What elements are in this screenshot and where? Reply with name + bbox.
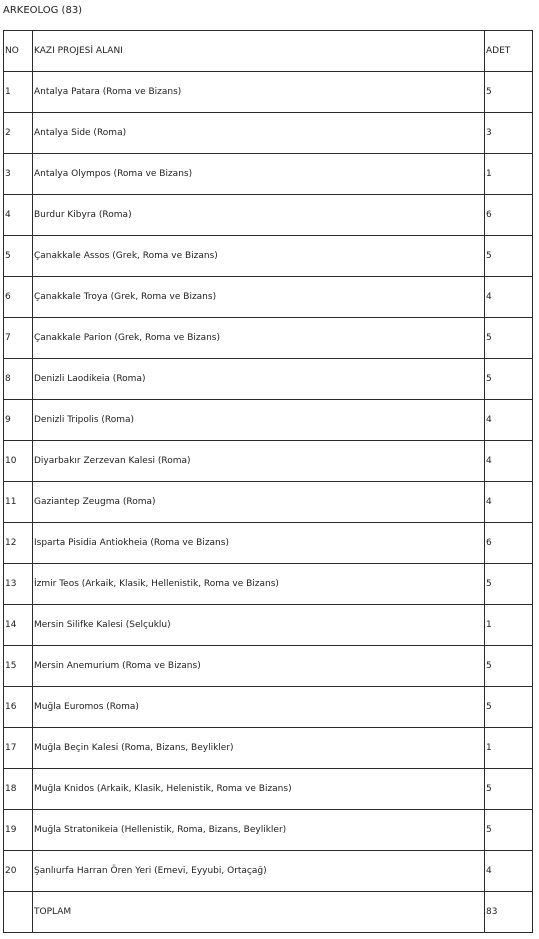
row-count: 5 bbox=[485, 769, 533, 810]
total-count: 83 bbox=[485, 892, 533, 933]
row-project-area: Mersin Anemurium (Roma ve Bizans) bbox=[33, 646, 485, 687]
table-row bbox=[4, 523, 533, 564]
excavation-table bbox=[3, 30, 533, 933]
row-count: 4 bbox=[485, 482, 533, 523]
total-row bbox=[4, 892, 533, 933]
row-count: 5 bbox=[485, 687, 533, 728]
table-row bbox=[4, 359, 533, 400]
row-number: 6 bbox=[4, 277, 33, 318]
table-row bbox=[4, 72, 533, 113]
header-no: NO bbox=[4, 31, 33, 72]
row-project-area: Muğla Stratonikeia (Hellenistik, Roma, Bizans, Beylikler) bbox=[33, 810, 485, 851]
row-project-area: Diyarbakır Zerzevan Kalesi (Roma) bbox=[33, 441, 485, 482]
row-number: 7 bbox=[4, 318, 33, 359]
row-count: 4 bbox=[485, 400, 533, 441]
table-row bbox=[4, 482, 533, 523]
table-row bbox=[4, 277, 533, 318]
row-number: 20 bbox=[4, 851, 33, 892]
row-project-area: Antalya Patara (Roma ve Bizans) bbox=[33, 72, 485, 113]
row-count: 4 bbox=[485, 441, 533, 482]
row-count: 5 bbox=[485, 646, 533, 687]
row-number: 17 bbox=[4, 728, 33, 769]
row-number: 11 bbox=[4, 482, 33, 523]
table-row bbox=[4, 728, 533, 769]
row-number: 8 bbox=[4, 359, 33, 400]
row-project-area: Isparta Pisidia Antiokheia (Roma ve Bizans) bbox=[33, 523, 485, 564]
row-count: 5 bbox=[485, 318, 533, 359]
row-number: 13 bbox=[4, 564, 33, 605]
table-row bbox=[4, 851, 533, 892]
table-row bbox=[4, 810, 533, 851]
row-project-area: Antalya Olympos (Roma ve Bizans) bbox=[33, 154, 485, 195]
row-number: 4 bbox=[4, 195, 33, 236]
row-count: 1 bbox=[485, 154, 533, 195]
table-row bbox=[4, 769, 533, 810]
row-number: 16 bbox=[4, 687, 33, 728]
table-row bbox=[4, 400, 533, 441]
table-row bbox=[4, 236, 533, 277]
table-row bbox=[4, 564, 533, 605]
row-number: 2 bbox=[4, 113, 33, 154]
row-number: 12 bbox=[4, 523, 33, 564]
row-count: 5 bbox=[485, 564, 533, 605]
row-project-area: Denizli Tripolis (Roma) bbox=[33, 400, 485, 441]
row-project-area: Şanlıurfa Harran Ören Yeri (Emevi, Eyyubi, Ortaçağ) bbox=[33, 851, 485, 892]
row-project-area: Muğla Euromos (Roma) bbox=[33, 687, 485, 728]
row-number: 14 bbox=[4, 605, 33, 646]
header-project-area: KAZI PROJESİ ALANI bbox=[33, 31, 485, 72]
row-number: 3 bbox=[4, 154, 33, 195]
row-project-area: Gaziantep Zeugma (Roma) bbox=[33, 482, 485, 523]
table-row bbox=[4, 687, 533, 728]
table-header-row bbox=[4, 31, 533, 72]
row-project-area: İzmir Teos (Arkaik, Klasik, Hellenistik, Roma ve Bizans) bbox=[33, 564, 485, 605]
row-project-area: Çanakkale Assos (Grek, Roma ve Bizans) bbox=[33, 236, 485, 277]
row-count: 1 bbox=[485, 728, 533, 769]
table-row bbox=[4, 195, 533, 236]
table-row bbox=[4, 154, 533, 195]
row-count: 5 bbox=[485, 810, 533, 851]
row-number: 15 bbox=[4, 646, 33, 687]
total-number bbox=[4, 892, 33, 933]
row-project-area: Çanakkale Parion (Grek, Roma ve Bizans) bbox=[33, 318, 485, 359]
table-row bbox=[4, 605, 533, 646]
row-project-area: Mersin Silifke Kalesi (Selçuklu) bbox=[33, 605, 485, 646]
row-count: 6 bbox=[485, 195, 533, 236]
row-number: 10 bbox=[4, 441, 33, 482]
table-row bbox=[4, 318, 533, 359]
row-number: 19 bbox=[4, 810, 33, 851]
row-count: 5 bbox=[485, 72, 533, 113]
page-title: ARKEOLOG (83) bbox=[3, 5, 83, 16]
table-row bbox=[4, 646, 533, 687]
row-project-area: Muğla Beçin Kalesi (Roma, Bizans, Beylikler) bbox=[33, 728, 485, 769]
row-project-area: Çanakkale Troya (Grek, Roma ve Bizans) bbox=[33, 277, 485, 318]
row-number: 18 bbox=[4, 769, 33, 810]
row-number: 9 bbox=[4, 400, 33, 441]
table-row bbox=[4, 441, 533, 482]
row-count: 5 bbox=[485, 236, 533, 277]
row-project-area: Burdur Kibyra (Roma) bbox=[33, 195, 485, 236]
row-count: 4 bbox=[485, 277, 533, 318]
row-count: 3 bbox=[485, 113, 533, 154]
row-count: 6 bbox=[485, 523, 533, 564]
header-count: ADET bbox=[485, 31, 533, 72]
row-project-area: Antalya Side (Roma) bbox=[33, 113, 485, 154]
row-project-area: Muğla Knidos (Arkaik, Klasik, Helenistik, Roma ve Bizans) bbox=[33, 769, 485, 810]
row-count: 4 bbox=[485, 851, 533, 892]
row-project-area: Denizli Laodikeia (Roma) bbox=[33, 359, 485, 400]
row-number: 1 bbox=[4, 72, 33, 113]
total-label: TOPLAM bbox=[33, 892, 485, 933]
row-count: 1 bbox=[485, 605, 533, 646]
row-count: 5 bbox=[485, 359, 533, 400]
table-row bbox=[4, 113, 533, 154]
row-number: 5 bbox=[4, 236, 33, 277]
